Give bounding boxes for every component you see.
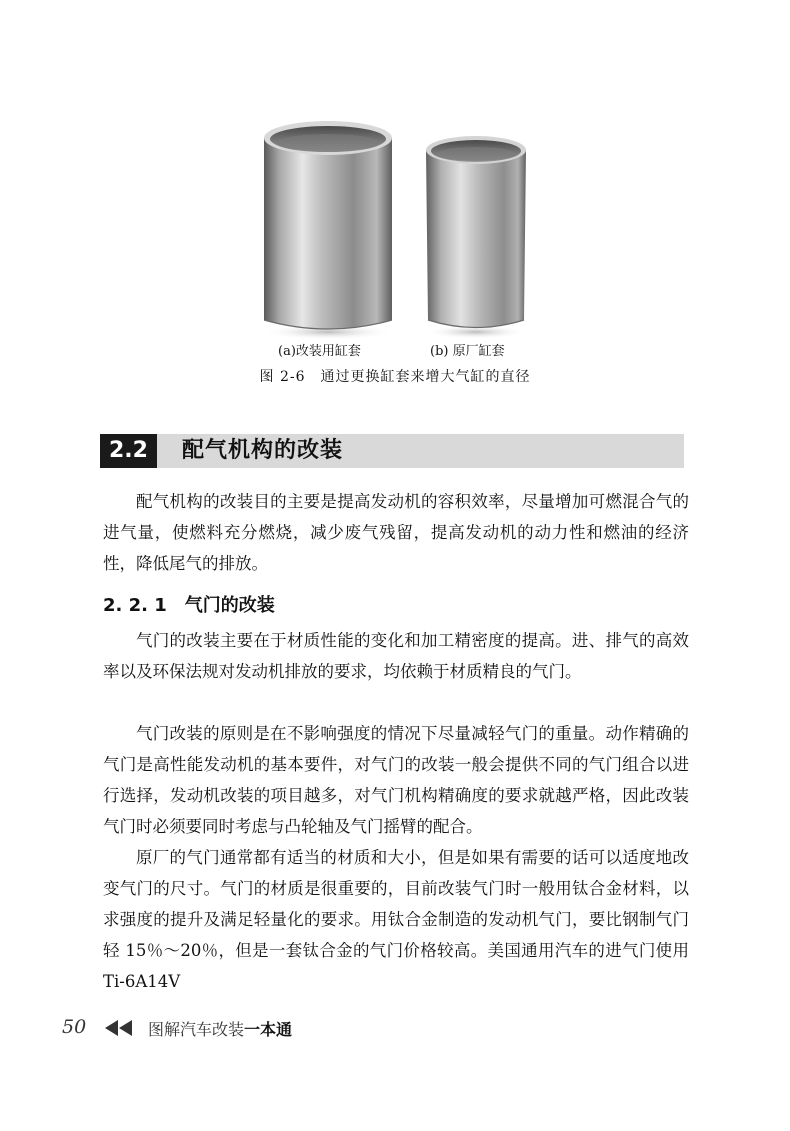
sub-caption-original-liner: (b) 原厂缸套: [430, 344, 505, 359]
book-title-bold: 一本通: [244, 1020, 293, 1039]
figure-caption: 图 2-6 通过更换缸套来增大气缸的直径: [259, 369, 531, 385]
section-number: 2.2: [100, 434, 157, 468]
paragraph-valve-principle: 气门改装的原则是在不影响强度的情况下尽量减轻气门的重量。动作精确的气门是高性能发动机的基本要件，对气门的改装一般会提供不同的气门组合以进行选择，发动机改装的项目越多，对气门机构精确度的要求就越严格，因此改装气门时必须要同时考虑与凸轮轴及气门摇臂的配合。: [103, 724, 689, 836]
paragraph-valve-overview: 气门的改装主要在于材质性能的变化和加工精密度的提高。进、排气的高效率以及环保法规对发动机排放的要求，均依赖于材质精良的气门。: [103, 631, 689, 681]
figure-sub-captions: [0, 340, 790, 360]
double-left-arrow-icon: [104, 1019, 134, 1037]
subsection-title: 气门的改装: [184, 595, 275, 616]
paragraph-valve-material: 原厂的气门通常都有适当的材质和大小，但是如果有需要的话可以适度地改变气门的尺寸。气门的材质是很重要的，目前改装气门时一般用钛合金材料，以求强度的提升及满足轻量化的要求。用钛合金制造的发动机气门，要比钢制气门轻 15％～20％，但是一套钛合金的气门价格较高。美国通用汽车的进气门使用 Ti-6A14V: [103, 848, 689, 991]
cylinder-liners-figure: [250, 110, 540, 342]
paragraph-intro: 配气机构的改装目的主要是提高发动机的容积效率，尽量增加可燃混合气的进气量，使燃料充分燃烧，减少废气残留，提高发动机的动力性和燃油的经济性，降低尾气的排放。: [103, 492, 689, 573]
section-header: [100, 434, 684, 468]
section-title: 配气机构的改装: [182, 438, 344, 463]
original-liner: [424, 136, 528, 339]
cylinder-liners-illustration: [250, 110, 540, 342]
sub-caption-modified-liner: (a)改装用缸套: [278, 344, 361, 359]
book-title: [148, 1017, 292, 1040]
modified-liner: [262, 121, 394, 340]
book-title-regular: 图解汽车改装: [148, 1020, 245, 1039]
subsection-number: 2. 2. 1: [103, 595, 167, 616]
page-footer: [62, 1014, 462, 1044]
page-number: 50: [62, 1016, 87, 1038]
subsection-heading: [103, 592, 275, 620]
